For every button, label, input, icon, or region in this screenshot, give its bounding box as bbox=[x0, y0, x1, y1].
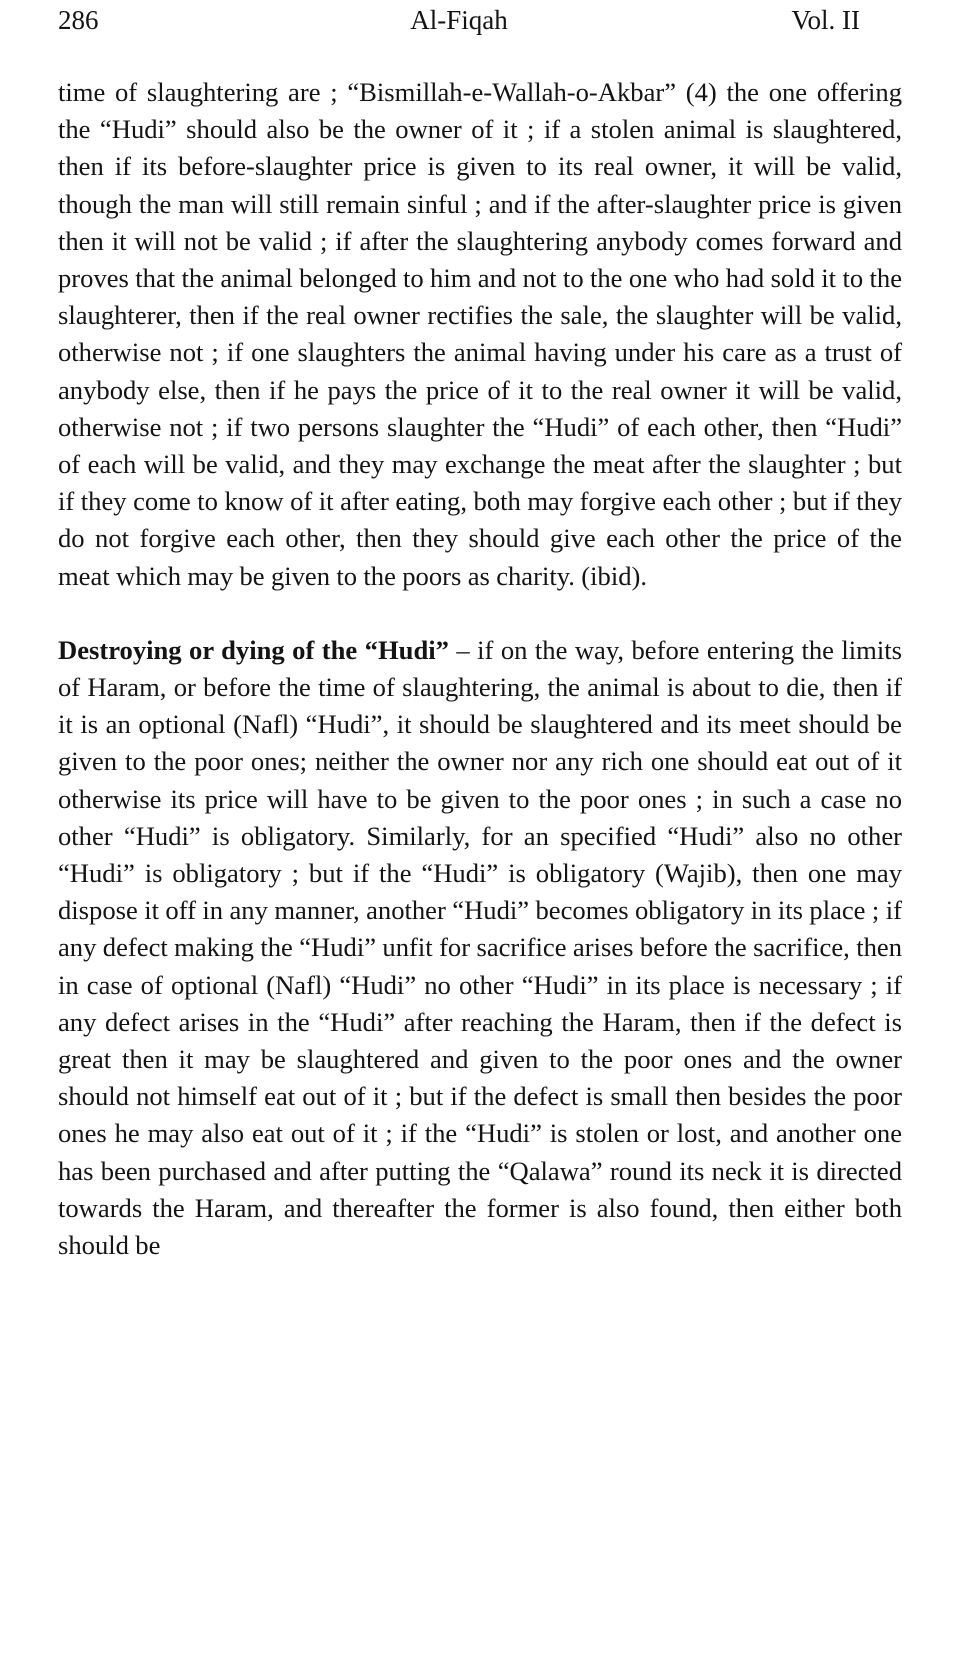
paragraph-body: – if on the way, before entering the limits of Haram, or before the time of slaughtering, the animal is about to die, then if it is an optional (Nafl) “Hudi”, it should be slaughtered and its meet should be given to the poor ones; neither the owner nor any rich one should eat out of it otherwise its price will have to be given to the poor ones ; in such a case no other “Hudi” is obligatory. Similarly, for an specified “Hudi” also no other “Hudi” is obligatory ; but if the “Hudi” is obligatory (Wajib), then one may dispose it off in any manner, another “Hudi” becomes obligatory in its place ; if any defect making the “Hudi” unfit for sacrifice arises before the sacrifice, then in case of optional (Nafl) “Hudi” no other “Hudi” in its place is necessary ; if any defect arises in the “Hudi” after reaching the Haram, then if the defect is great then it may be slaughtered and given to the poor ones and the owner should not himself eat out of it ; but if the defect is small then besides the poor ones he may also eat out of it ; if the “Hudi” is stolen or lost, and another one has been purchased and after putting the “Qalawa” round its neck it is directed towards the Haram, and thereafter the former is also found, then either both should be bbox=[58, 634, 902, 1261]
book-title: Al-Fiqah bbox=[410, 5, 508, 35]
section-heading: Destroying or dying of the “Hudi” bbox=[58, 634, 449, 665]
paragraph-hudi-destroying bbox=[58, 632, 902, 1264]
page-number: 286 bbox=[58, 5, 99, 35]
paragraph-continuation: time of slaughtering are ; “Bismillah-e-Wallah-o-Akbar” (4) the one offering the “Hudi” should also be the owner of it ; if a stolen animal is slaughtered, then if its before-slaughter price is given to its real owner, it will be valid, though the man will still remain sinful ; and if the after-slaughter price is given then it will not be valid ; if after the slaughtering anybody comes forward and proves that the animal belonged to him and not to the one who had sold it to the slaughterer, then if the real owner rectifies the sale, the slaughter will be valid, otherwise not ; if one slaughters the animal having under his care as a trust of anybody else, then if he pays the price of it to the real owner it will be valid, otherwise not ; if two persons slaughter the “Hudi” of each other, then “Hudi” of each will be valid, and they may exchange the meat after the slaughter ; but if they come to know of it after eating, both may forgive each other ; but if they do not forgive each other, then they should give each other the price of the meat which may be given to the poors as charity. (ibid). bbox=[58, 77, 902, 591]
running-header bbox=[58, 2, 860, 38]
volume-label: Vol. II bbox=[791, 5, 860, 35]
body-text bbox=[58, 74, 902, 1264]
